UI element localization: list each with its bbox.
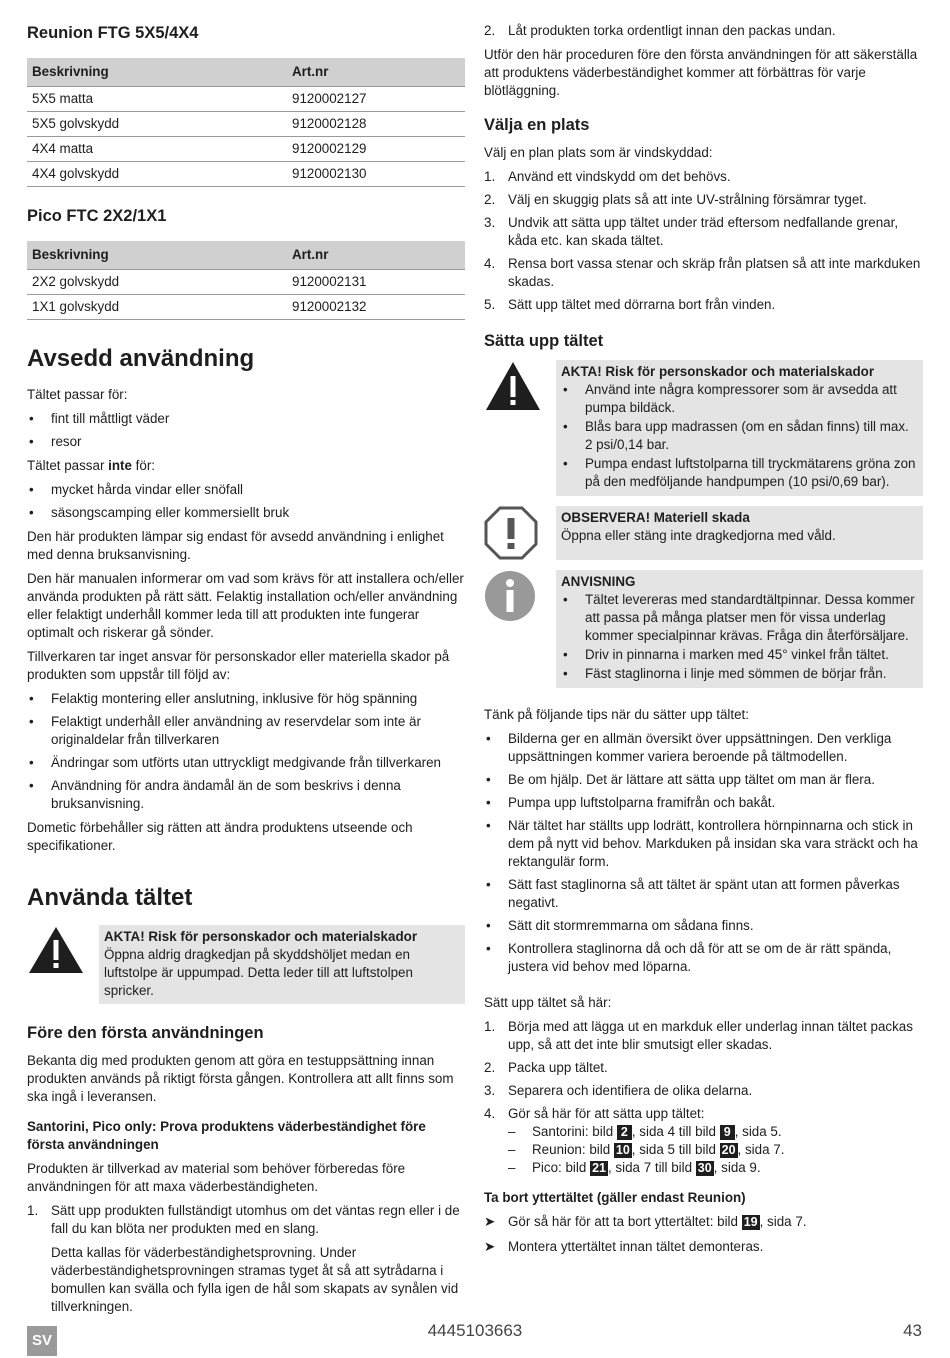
- figure-ref-badge: 20: [721, 1143, 736, 1157]
- step-note: Detta kallas för väderbeständighetsprovning. Under väderbeständighetsprovningen stramas tyget åt så att sytrådarna i bomullen kan svälla och fylla igen de hål som skapats av synålen vid tillverkningen.: [51, 1245, 459, 1314]
- table-cell: 5X5 golvskydd: [27, 112, 287, 137]
- warning-triangle-icon: [27, 925, 99, 1004]
- warning-list: [561, 381, 917, 491]
- step-number: 5.: [484, 297, 496, 312]
- paragraph: Utför den här proceduren före den första användningen för att säkerställa att produktens väderbeständighet kommer att förbättras för varje blötläggning.: [484, 47, 918, 98]
- step-text: Låt produkten torka ordentligt innan den packas undan.: [508, 23, 836, 38]
- list-item: • Använd inte några kompressorer som är avsedda att pumpa bildäck.: [561, 381, 917, 417]
- figure-ref-badge: 30: [697, 1161, 712, 1175]
- step-text: Välj en skuggig plats så att inte UV-strålning försämrar tyget.: [508, 192, 867, 207]
- step-number: 3.: [484, 1083, 496, 1098]
- warning-box: [556, 360, 923, 496]
- weather-steps: [27, 1202, 465, 1316]
- table-cell: 1X1 golvskydd: [27, 295, 287, 320]
- caution-notice: [484, 506, 923, 560]
- list-item: • säsongscamping eller kommersiellt bruk: [27, 504, 465, 522]
- step-text: Gör så här för att sätta upp tältet:: [508, 1106, 705, 1121]
- list-item: [484, 296, 923, 314]
- figure-ref-badge: 21: [592, 1161, 606, 1175]
- list-item: [484, 22, 923, 40]
- step-number: 4.: [484, 1106, 496, 1121]
- suitable-list: [27, 410, 465, 451]
- list-item: [484, 1059, 923, 1077]
- paragraph: Produkten är tillverkad av material som behöver förberedas före användningen för att maxa väderbeständigheten.: [27, 1161, 406, 1194]
- text: för:: [131, 458, 156, 473]
- text: Pico: bild: [532, 1160, 591, 1175]
- remove-outer-tent-title: Ta bort yttertältet (gäller endast Reunion): [484, 1190, 746, 1205]
- remove-steps: [484, 1213, 923, 1256]
- caution-octagon-icon: [484, 506, 556, 560]
- info-icon: [484, 570, 556, 688]
- list-item: • Kontrollera staglinorna då och då för att se om de är rätt spända, justera vid behov med löparna.: [484, 940, 923, 976]
- paragraph: Den här produkten lämpar sig endast för avsedd användning i enlighet med denna bruksanvisning.: [27, 529, 444, 562]
- step-text: Undvik att sätta upp tältet under träd eftersom nedfallande grenar, kåda etc. kan skada tältet.: [508, 215, 899, 248]
- table-row: [27, 270, 465, 295]
- intended-use-title: Avsedd användning: [27, 345, 255, 372]
- figure-ref-badge: 9: [720, 1125, 735, 1140]
- info-list: [561, 591, 917, 683]
- warning-triangle-icon: [484, 360, 556, 496]
- step-text: Sätt upp produkten fullständigt utomhus om det väntas regn eller i de fall du kan blöta ner produkten med en slang.: [51, 1203, 460, 1236]
- step-text: Rensa bort vassa stenar och skräp från platsen så att inte markduken skadas.: [508, 256, 921, 289]
- suitable-intro: Tältet passar för:: [27, 387, 128, 402]
- before-first-use-title: Före den första användningen: [27, 1024, 264, 1042]
- list-item: • Ändringar som utförts utan uttryckligt medgivande från tillverkaren: [27, 754, 465, 772]
- list-item: [484, 191, 923, 209]
- table-cell: 4X4 matta: [27, 137, 287, 162]
- column-header: Beskrivning: [27, 58, 287, 87]
- weather-test-title: Santorini, Pico only: Prova produktens väderbeständighet före första användningen: [27, 1119, 426, 1152]
- list-item: • Sätt fast staglinorna så att tältet är spänt utan att formen påverkas negativt.: [484, 876, 923, 912]
- list-item: • Felaktigt underhåll eller användning av reservdelar som inte är originaldelar från tillverkaren: [27, 713, 465, 749]
- step-text: Sätt upp tältet med dörrarna bort från vinden.: [508, 297, 776, 312]
- step-number: 1.: [27, 1203, 39, 1218]
- list-item: • Användning för andra ändamål än de som beskrivs i denna bruksanvisning.: [27, 777, 465, 813]
- list-item: • Felaktig montering eller anslutning, inklusive för hög spänning: [27, 690, 465, 708]
- text: , sida 9.: [713, 1160, 761, 1175]
- list-item: • Pumpa upp luftstolparna framifrån och bakåt.: [484, 794, 923, 812]
- text: , sida 7.: [737, 1142, 785, 1157]
- paragraph: Den här manualen informerar om vad som krävs för att installera och/eller använda produkten på rätt sätt. Felaktig installation och/eller användning eller felaktigt underhåll kommer leda till att produkten inte fungerar optimalt och riskerar gå sönder.: [27, 571, 464, 640]
- reunion-heading: Reunion FTG 5X5/4X4: [27, 24, 199, 42]
- step-text: Använd ett vindskydd om det behövs.: [508, 169, 731, 184]
- model-figure-list: [508, 1123, 923, 1177]
- language-badge: SV: [27, 1326, 57, 1356]
- list-item: • Be om hjälp. Det är lättare att sätta upp tältet om man är flera.: [484, 771, 923, 789]
- step-number: 1.: [484, 1019, 496, 1034]
- list-item: • När tältet har ställts upp lodrätt, kontrollera hörnpinnarna och stick in dem på nytt vid behov. Markduken på insidan ska vara sträckt och ha rektangulär form.: [484, 817, 923, 871]
- left-column: [27, 22, 465, 1322]
- choose-site-title: Välja en plats: [484, 116, 590, 134]
- text: Gör så här för att ta bort yttertältet: bild: [508, 1214, 742, 1229]
- list-item: • resor: [27, 433, 465, 451]
- list-item: [508, 1123, 923, 1141]
- list-item: [484, 214, 923, 250]
- warning-text: Öppna aldrig dragkedjan på skyddshöljet medan en luftstolpe är uppumpad. Detta leder till att luftstolpen spricker.: [104, 947, 413, 998]
- warning-notice: [484, 360, 923, 496]
- pitch-tent-title: Sätta upp tältet: [484, 332, 604, 350]
- table-row: [27, 162, 465, 187]
- step-text: Separera och identifiera de olika delarna.: [508, 1083, 753, 1098]
- table-header-row: [27, 241, 465, 270]
- using-title: Använda tältet: [27, 884, 193, 911]
- text: , sida 7 till bild: [607, 1160, 696, 1175]
- list-item: • Sätt dit stormremmarna om sådana finns.: [484, 917, 923, 935]
- not-suitable-list: [27, 481, 465, 522]
- emphasis: inte: [108, 458, 132, 473]
- pitch-steps: [484, 1018, 923, 1177]
- paragraph: Välj en plan plats som är vindskyddad:: [484, 145, 713, 160]
- not-suitable-intro: [27, 457, 465, 475]
- text: Santorini: bild: [532, 1124, 617, 1139]
- table-cell: 2X2 golvskydd: [27, 270, 287, 295]
- list-item: • Bilderna ger en allmän översikt över uppsättningen. Den verkliga uppsättningen kommer variera beroende på tältmodellen.: [484, 730, 923, 766]
- list-item: [484, 1213, 923, 1231]
- liability-list: [27, 690, 465, 813]
- list-item: ➤ Montera yttertältet innan tältet demonteras.: [484, 1238, 923, 1256]
- step-text: Packa upp tältet.: [508, 1060, 608, 1075]
- step-number: 1.: [484, 169, 496, 184]
- table-cell: 9120002130: [287, 162, 465, 187]
- list-item: [27, 1202, 465, 1316]
- warning-title: AKTA! Risk för personskador och materialskador: [561, 364, 875, 379]
- warning-box: [99, 925, 465, 1004]
- tips-list: [484, 730, 923, 976]
- text: , sida 5.: [734, 1124, 782, 1139]
- list-item: [484, 255, 923, 291]
- list-item: • Blås bara upp madrassen (om en sådan finns) till max. 2 psi/0,14 bar.: [561, 418, 917, 454]
- list-item: • Pumpa endast luftstolparna till tryckmätarens gröna zon på den medföljande handpumpen (10 psi/0,69 bar).: [561, 455, 917, 491]
- info-box: [556, 570, 923, 688]
- table-cell: 9120002129: [287, 137, 465, 162]
- step-number: 2.: [484, 23, 496, 38]
- list-item: [508, 1159, 923, 1177]
- table-cell: 4X4 golvskydd: [27, 162, 287, 187]
- table-header-row: [27, 58, 465, 87]
- text: Tältet passar: [27, 458, 109, 473]
- table-cell: 9120002128: [287, 112, 465, 137]
- text: Reunion: bild: [532, 1142, 614, 1157]
- step-number: 2.: [484, 192, 496, 207]
- list-item: • Tältet levereras med standardtältpinnar. Dessa kommer att passa på många platser men för vissa underlag kommer specialpinnar krävas. Fråga din återförsäljare.: [561, 591, 917, 645]
- table-row: [27, 295, 465, 320]
- list-item: • mycket hårda vindar eller snöfall: [27, 481, 465, 499]
- right-column: [484, 22, 923, 1263]
- list-item: • fint till måttligt väder: [27, 410, 465, 428]
- text: , sida 5 till bild: [631, 1142, 720, 1157]
- step-number: 3.: [484, 215, 496, 230]
- warning-title: AKTA! Risk för personskador och materialskador: [104, 929, 418, 944]
- weather-steps-continued: [484, 22, 923, 40]
- pico-heading: Pico FTC 2X2/1X1: [27, 207, 167, 225]
- page-number: 43: [903, 1321, 922, 1340]
- reunion-parts-table: [27, 58, 465, 187]
- list-item: [484, 168, 923, 186]
- list-item: • Driv in pinnarna i marken med 45° vinkel från tältet.: [561, 646, 917, 664]
- table-cell: 5X5 matta: [27, 87, 287, 112]
- warning-notice: [27, 925, 465, 1004]
- list-item: [484, 1105, 923, 1177]
- info-notice: [484, 570, 923, 688]
- caution-title: OBSERVERA! Materiell skada: [561, 510, 750, 525]
- site-steps: [484, 168, 923, 314]
- document-number: 4445103663: [427, 1321, 523, 1340]
- column-header: Art.nr: [287, 58, 465, 87]
- caution-box: [556, 506, 923, 560]
- step-number: 4.: [484, 256, 496, 271]
- table-row: [27, 137, 465, 162]
- paragraph: Tänk på följande tips när du sätter upp tältet:: [484, 707, 750, 722]
- info-title: ANVISNING: [561, 574, 636, 589]
- text: , sida 4 till bild: [631, 1124, 720, 1139]
- table-cell: 9120002127: [287, 87, 465, 112]
- paragraph: Sätt upp tältet så här:: [484, 995, 612, 1010]
- caution-text: Öppna eller stäng inte dragkedjorna med våld.: [561, 528, 836, 543]
- pico-parts-table: [27, 241, 465, 320]
- step-number: 2.: [484, 1060, 496, 1075]
- figure-ref-badge: 19: [743, 1215, 758, 1229]
- paragraph: Tillverkaren tar inget ansvar för personskador eller materiella skador på produkten som uppstår till följd av:: [27, 649, 450, 682]
- table-row: [27, 87, 465, 112]
- figure-ref-badge: 2: [617, 1125, 632, 1140]
- list-item: • Fäst staglinorna i linje med sömmen de börjar från.: [561, 665, 917, 683]
- list-item: [484, 1018, 923, 1054]
- paragraph: Dometic förbehåller sig rätten att ändra produktens utseende och specifikationer.: [27, 820, 413, 853]
- text: , sida 7.: [759, 1214, 807, 1229]
- step-text: Börja med att lägga ut en markduk eller underlag innan tältet packas upp, så att det inte blir smutsigt eller skadas.: [508, 1019, 913, 1052]
- list-item: [508, 1141, 923, 1159]
- figure-ref-badge: 10: [615, 1143, 630, 1157]
- column-header: Beskrivning: [27, 241, 287, 270]
- table-row: [27, 112, 465, 137]
- paragraph: Bekanta dig med produkten genom att göra en testuppsättning innan produkten används på riktigt första gången. Kontrollera att allt finns som ska ingå i leveransen.: [27, 1053, 454, 1104]
- list-item: [484, 1082, 923, 1100]
- table-cell: 9120002131: [287, 270, 465, 295]
- table-cell: 9120002132: [287, 295, 465, 320]
- column-header: Art.nr: [287, 241, 465, 270]
